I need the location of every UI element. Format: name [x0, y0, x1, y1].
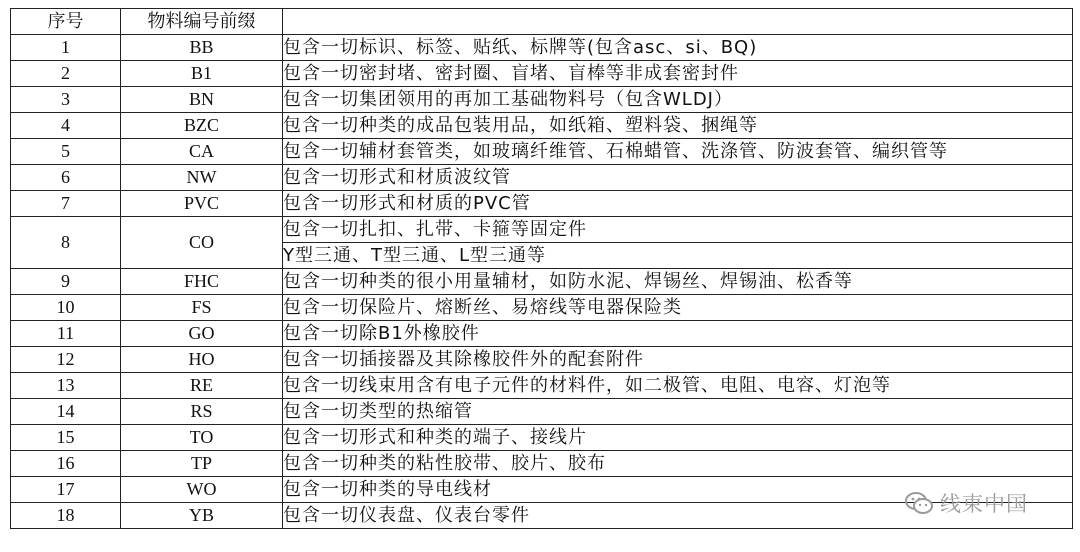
row-description [283, 87, 1073, 113]
row-material-prefix: YB [121, 503, 283, 529]
header-serial-number: 序号 [11, 9, 121, 35]
row-material-prefix: RS [121, 399, 283, 425]
row-serial-number: 4 [11, 113, 121, 139]
row-description [283, 425, 1073, 451]
description-line: 包含一切形式和种类的端子、接线片 [283, 427, 587, 448]
table-row [11, 139, 1073, 165]
table-row [11, 347, 1073, 373]
table-row [11, 87, 1073, 113]
row-serial-number: 17 [11, 477, 121, 503]
row-material-prefix: BB [121, 35, 283, 61]
row-description [283, 61, 1073, 87]
row-material-prefix: PVC [121, 191, 283, 217]
row-description [283, 165, 1073, 191]
description-line: 包含一切类型的热缩管 [283, 401, 473, 422]
row-description [283, 399, 1073, 425]
row-description [283, 35, 1073, 61]
row-serial-number: 11 [11, 321, 121, 347]
table-row [11, 165, 1073, 191]
row-description [283, 191, 1073, 217]
description-line: 包含一切扎扣、扎带、卡箍等固定件 [283, 219, 587, 240]
header-row [11, 9, 1073, 35]
row-material-prefix: HO [121, 347, 283, 373]
row-material-prefix: BZC [121, 113, 283, 139]
row-description [283, 321, 1073, 347]
row-serial-number: 14 [11, 399, 121, 425]
description-line: 包含一切仪表盘、仪表台零件 [283, 505, 530, 526]
wechat-icon [904, 490, 934, 516]
watermark-text: 线束中国 [940, 492, 1028, 516]
description-line: 包含一切密封堵、密封圈、盲堵、盲棒等非成套密封件 [283, 63, 739, 84]
description-line: 包含一切种类的导电线材 [283, 479, 492, 500]
description-line: 包含一切保险片、熔断丝、易熔线等电器保险类 [283, 297, 682, 318]
row-material-prefix: TP [121, 451, 283, 477]
row-material-prefix: FS [121, 295, 283, 321]
row-description [283, 113, 1073, 139]
table-row [11, 451, 1073, 477]
table-row [11, 61, 1073, 87]
header-material-prefix: 物料编号前缀 [121, 9, 283, 35]
row-serial-number: 13 [11, 373, 121, 399]
description-line: 包含一切集团领用的再加工基础物料号（包含WLDJ） [283, 89, 733, 110]
row-material-prefix: BN [121, 87, 283, 113]
table-row [11, 295, 1073, 321]
row-description [283, 451, 1073, 477]
table-row [11, 269, 1073, 295]
row-description [283, 295, 1073, 321]
row-description [283, 139, 1073, 165]
table-row [11, 399, 1073, 425]
row-material-prefix: NW [121, 165, 283, 191]
description-line: 包含一切辅材套管类，如玻璃纤维管、石棉蜡管、洗涤管、防波套管、编织管等 [283, 141, 948, 162]
row-serial-number: 6 [11, 165, 121, 191]
description-line: Y型三通、T型三通、L型三通等 [283, 242, 1073, 268]
description-line: 包含一切形式和材质的PVC管 [283, 193, 531, 214]
table-row [11, 113, 1073, 139]
row-serial-number: 10 [11, 295, 121, 321]
row-material-prefix: B1 [121, 61, 283, 87]
row-serial-number: 15 [11, 425, 121, 451]
table-row [11, 217, 1073, 269]
row-material-prefix: RE [121, 373, 283, 399]
row-serial-number: 12 [11, 347, 121, 373]
row-description [283, 347, 1073, 373]
row-serial-number: 9 [11, 269, 121, 295]
table-row [11, 191, 1073, 217]
row-serial-number: 5 [11, 139, 121, 165]
description-line: 包含一切插接器及其除橡胶件外的配套附件 [283, 349, 644, 370]
row-material-prefix: CO [121, 217, 283, 269]
row-description [283, 373, 1073, 399]
description-line: 包含一切形式和材质波纹管 [283, 167, 511, 188]
row-description [283, 269, 1073, 295]
table-row [11, 321, 1073, 347]
description-line: 包含一切线束用含有电子元件的材料件，如二极管、电阻、电容、灯泡等 [283, 375, 891, 396]
row-serial-number: 7 [11, 191, 121, 217]
header-description [283, 9, 1073, 35]
material-prefix-table [10, 8, 1073, 529]
row-material-prefix: GO [121, 321, 283, 347]
row-serial-number: 18 [11, 503, 121, 529]
row-serial-number: 8 [11, 217, 121, 269]
table-row [11, 373, 1073, 399]
row-material-prefix: CA [121, 139, 283, 165]
row-serial-number: 16 [11, 451, 121, 477]
row-serial-number: 1 [11, 35, 121, 61]
row-description [283, 217, 1073, 269]
description-line: 包含一切种类的粘性胶带、胶片、胶布 [283, 453, 606, 474]
description-line: 包含一切标识、标签、贴纸、标牌等(包含asc、si、BQ) [283, 37, 758, 58]
table-row [11, 35, 1073, 61]
row-serial-number: 3 [11, 87, 121, 113]
row-serial-number: 2 [11, 61, 121, 87]
row-material-prefix: FHC [121, 269, 283, 295]
description-line: 包含一切种类的成品包装用品，如纸箱、塑料袋、捆绳等 [283, 115, 758, 136]
row-material-prefix: WO [121, 477, 283, 503]
table-row [11, 425, 1073, 451]
row-material-prefix: TO [121, 425, 283, 451]
description-line: 包含一切除B1外橡胶件 [283, 323, 480, 344]
description-line: 包含一切种类的很小用量辅材，如防水泥、焊锡丝、焊锡油、松香等 [283, 271, 853, 292]
watermark [904, 486, 1064, 520]
